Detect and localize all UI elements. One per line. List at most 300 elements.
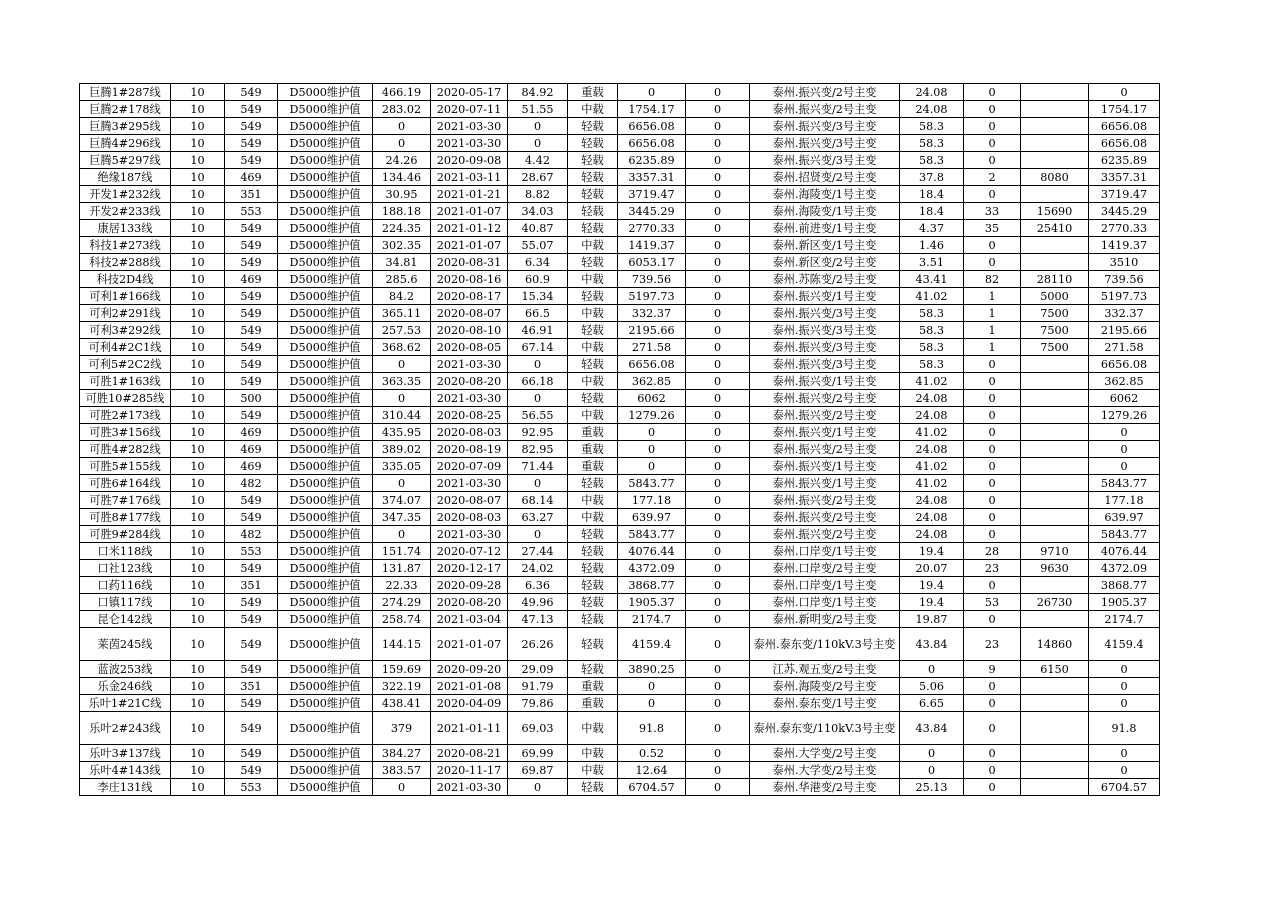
cell-load-rate: 34.03 [508,203,568,220]
cell-substation-transformer: 泰州.振兴变/3号主变 [750,118,900,135]
cell-available-capacity: 271.58 [618,339,686,356]
cell-max-current: 188.18 [373,203,431,220]
cell-load-level: 轻载 [568,220,618,237]
cell-available-capacity: 3890.25 [618,661,686,678]
cell-substation-transformer: 泰州.振兴变/2号主变 [750,441,900,458]
cell-available-capacity: 1419.37 [618,237,686,254]
cell-max-date: 2020-08-07 [431,305,508,322]
cell-line-name: 可胜2#173线 [80,407,171,424]
cell-count: 23 [964,560,1021,577]
cell-available-capacity: 0 [618,678,686,695]
table-row [80,186,1160,203]
cell-transformer-load: 24.08 [900,441,964,458]
cell-rated-current: 549 [225,762,278,779]
cell-col-10: 0 [686,373,750,390]
cell-count: 0 [964,254,1021,271]
cell-max-date: 2020-08-03 [431,509,508,526]
cell-transformer-load: 19.4 [900,543,964,560]
cell-load-level: 轻载 [568,543,618,560]
cell-transformer-load: 41.02 [900,475,964,492]
cell-transformer-load: 19.4 [900,594,964,611]
cell-available-capacity: 2174.7 [618,611,686,628]
cell-count: 1 [964,305,1021,322]
cell-transformer-load: 58.3 [900,152,964,169]
table-row [80,543,1160,560]
cell-line-name: 可利2#291线 [80,305,171,322]
cell-col-10: 0 [686,118,750,135]
cell-transformer-load: 41.02 [900,288,964,305]
cell-col-10: 0 [686,322,750,339]
cell-count: 0 [964,458,1021,475]
cell-capacity: 15690 [1021,203,1089,220]
cell-count: 0 [964,577,1021,594]
cell-load-level: 轻载 [568,152,618,169]
cell-line-name: 开发1#232线 [80,186,171,203]
cell-remaining-capacity: 5843.77 [1089,526,1160,543]
cell-load-level: 中载 [568,712,618,745]
cell-substation-transformer: 泰州.振兴变/2号主变 [750,492,900,509]
cell-load-rate: 67.14 [508,339,568,356]
cell-voltage: 10 [171,339,225,356]
cell-source: D5000维护值 [278,152,373,169]
cell-transformer-load: 58.3 [900,135,964,152]
cell-line-name: 可利5#2C2线 [80,356,171,373]
cell-rated-current: 549 [225,220,278,237]
cell-capacity [1021,237,1089,254]
cell-voltage: 10 [171,543,225,560]
cell-capacity [1021,678,1089,695]
cell-max-current: 258.74 [373,611,431,628]
cell-capacity [1021,118,1089,135]
cell-transformer-load: 24.08 [900,101,964,118]
cell-load-rate: 0 [508,356,568,373]
cell-voltage: 10 [171,271,225,288]
cell-max-date: 2021-01-07 [431,237,508,254]
cell-count: 0 [964,101,1021,118]
cell-line-name: 口米118线 [80,543,171,560]
cell-capacity [1021,475,1089,492]
cell-max-current: 151.74 [373,543,431,560]
cell-max-date: 2020-11-17 [431,762,508,779]
cell-substation-transformer: 泰州.大学变/2号主变 [750,745,900,762]
cell-available-capacity: 6704.57 [618,779,686,796]
cell-max-date: 2021-03-30 [431,135,508,152]
cell-load-rate: 0 [508,526,568,543]
cell-max-current: 144.15 [373,628,431,661]
cell-line-name: 科技2#288线 [80,254,171,271]
cell-load-level: 重载 [568,458,618,475]
cell-voltage: 10 [171,203,225,220]
cell-col-10: 0 [686,594,750,611]
cell-col-10: 0 [686,84,750,101]
cell-max-current: 383.57 [373,762,431,779]
cell-source: D5000维护值 [278,543,373,560]
cell-remaining-capacity: 177.18 [1089,492,1160,509]
cell-load-rate: 82.95 [508,441,568,458]
cell-col-10: 0 [686,628,750,661]
cell-remaining-capacity: 0 [1089,458,1160,475]
cell-load-level: 轻载 [568,322,618,339]
cell-line-name: 可胜3#156线 [80,424,171,441]
cell-load-rate: 29.09 [508,661,568,678]
table-row [80,779,1160,796]
table-row [80,237,1160,254]
cell-load-rate: 51.55 [508,101,568,118]
cell-capacity: 28110 [1021,271,1089,288]
cell-capacity: 14860 [1021,628,1089,661]
cell-line-name: 可胜7#176线 [80,492,171,509]
table-row [80,390,1160,407]
cell-transformer-load: 1.46 [900,237,964,254]
cell-capacity [1021,779,1089,796]
cell-capacity [1021,441,1089,458]
cell-remaining-capacity: 4372.09 [1089,560,1160,577]
cell-max-current: 438.41 [373,695,431,712]
cell-max-date: 2021-01-11 [431,712,508,745]
cell-voltage: 10 [171,745,225,762]
cell-max-date: 2021-01-12 [431,220,508,237]
cell-col-10: 0 [686,288,750,305]
cell-source: D5000维护值 [278,509,373,526]
cell-col-10: 0 [686,186,750,203]
cell-remaining-capacity: 2195.66 [1089,322,1160,339]
cell-max-date: 2021-03-30 [431,526,508,543]
cell-load-rate: 49.96 [508,594,568,611]
cell-count: 0 [964,118,1021,135]
cell-available-capacity: 3868.77 [618,577,686,594]
cell-available-capacity: 2195.66 [618,322,686,339]
cell-substation-transformer: 泰州.振兴变/1号主变 [750,424,900,441]
table-row [80,695,1160,712]
cell-count: 0 [964,712,1021,745]
cell-load-rate: 91.79 [508,678,568,695]
cell-col-10: 0 [686,305,750,322]
cell-col-10: 0 [686,543,750,560]
cell-col-10: 0 [686,762,750,779]
cell-count: 0 [964,356,1021,373]
cell-available-capacity: 1754.17 [618,101,686,118]
table-row [80,101,1160,118]
cell-source: D5000维护值 [278,594,373,611]
table-row [80,220,1160,237]
cell-rated-current: 469 [225,271,278,288]
cell-count: 0 [964,509,1021,526]
cell-voltage: 10 [171,288,225,305]
cell-col-10: 0 [686,695,750,712]
cell-load-level: 重载 [568,424,618,441]
cell-remaining-capacity: 5197.73 [1089,288,1160,305]
cell-source: D5000维护值 [278,745,373,762]
cell-line-name: 口社123线 [80,560,171,577]
cell-max-date: 2020-08-25 [431,407,508,424]
cell-capacity [1021,695,1089,712]
cell-count: 9 [964,661,1021,678]
cell-substation-transformer: 泰州.新明变/2号主变 [750,611,900,628]
cell-substation-transformer: 泰州.振兴变/3号主变 [750,339,900,356]
cell-rated-current: 549 [225,356,278,373]
cell-col-10: 0 [686,745,750,762]
cell-max-current: 30.95 [373,186,431,203]
cell-transformer-load: 58.3 [900,305,964,322]
cell-max-date: 2021-03-30 [431,118,508,135]
cell-line-name: 可利3#292线 [80,322,171,339]
table-row [80,254,1160,271]
cell-line-name: 可胜4#282线 [80,441,171,458]
cell-col-10: 0 [686,101,750,118]
cell-source: D5000维护值 [278,492,373,509]
cell-capacity [1021,152,1089,169]
cell-max-current: 0 [373,135,431,152]
cell-remaining-capacity: 2174.7 [1089,611,1160,628]
cell-voltage: 10 [171,492,225,509]
cell-col-10: 0 [686,712,750,745]
cell-source: D5000维护值 [278,475,373,492]
cell-remaining-capacity: 0 [1089,695,1160,712]
cell-line-name: 巨腾1#287线 [80,84,171,101]
cell-available-capacity: 2770.33 [618,220,686,237]
cell-max-current: 389.02 [373,441,431,458]
cell-transformer-load: 4.37 [900,220,964,237]
cell-source: D5000维护值 [278,407,373,424]
cell-substation-transformer: 泰州.振兴变/2号主变 [750,509,900,526]
cell-count: 0 [964,611,1021,628]
cell-load-rate: 60.9 [508,271,568,288]
cell-remaining-capacity: 3510 [1089,254,1160,271]
cell-load-level: 轻载 [568,611,618,628]
cell-max-current: 24.26 [373,152,431,169]
table-row [80,441,1160,458]
cell-col-10: 0 [686,135,750,152]
cell-line-name: 巨腾5#297线 [80,152,171,169]
cell-available-capacity: 6062 [618,390,686,407]
cell-substation-transformer: 泰州.招贤变/2号主变 [750,169,900,186]
cell-substation-transformer: 泰州.振兴变/2号主变 [750,526,900,543]
cell-transformer-load: 41.02 [900,458,964,475]
cell-remaining-capacity: 3445.29 [1089,203,1160,220]
cell-available-capacity: 0 [618,695,686,712]
cell-voltage: 10 [171,424,225,441]
cell-rated-current: 549 [225,509,278,526]
cell-substation-transformer: 泰州.口岸变/1号主变 [750,543,900,560]
cell-available-capacity: 3719.47 [618,186,686,203]
cell-voltage: 10 [171,661,225,678]
cell-capacity [1021,526,1089,543]
cell-substation-transformer: 泰州.振兴变/1号主变 [750,373,900,390]
cell-available-capacity: 5843.77 [618,475,686,492]
cell-load-rate: 46.91 [508,322,568,339]
cell-available-capacity: 3445.29 [618,203,686,220]
cell-capacity [1021,390,1089,407]
cell-available-capacity: 332.37 [618,305,686,322]
cell-voltage: 10 [171,305,225,322]
cell-load-rate: 4.42 [508,152,568,169]
cell-col-10: 0 [686,779,750,796]
cell-transformer-load: 0 [900,745,964,762]
cell-max-current: 274.29 [373,594,431,611]
cell-count: 2 [964,169,1021,186]
cell-load-level: 中载 [568,373,618,390]
cell-source: D5000维护值 [278,271,373,288]
cell-col-10: 0 [686,678,750,695]
cell-transformer-load: 6.65 [900,695,964,712]
cell-line-name: 李庄131线 [80,779,171,796]
table-row [80,712,1160,745]
cell-substation-transformer: 泰州.口岸变/2号主变 [750,560,900,577]
table-row [80,475,1160,492]
cell-load-level: 中载 [568,305,618,322]
cell-load-rate: 69.03 [508,712,568,745]
cell-capacity: 5000 [1021,288,1089,305]
cell-load-level: 中载 [568,271,618,288]
cell-remaining-capacity: 0 [1089,745,1160,762]
cell-line-name: 乐叶3#137线 [80,745,171,762]
cell-count: 1 [964,322,1021,339]
cell-max-date: 2020-08-10 [431,322,508,339]
cell-load-rate: 47.13 [508,611,568,628]
cell-rated-current: 553 [225,779,278,796]
cell-rated-current: 549 [225,135,278,152]
cell-source: D5000维护值 [278,390,373,407]
cell-capacity: 7500 [1021,322,1089,339]
cell-voltage: 10 [171,407,225,424]
cell-count: 1 [964,339,1021,356]
cell-transformer-load: 5.06 [900,678,964,695]
cell-load-level: 轻载 [568,118,618,135]
cell-rated-current: 482 [225,475,278,492]
table-row [80,678,1160,695]
cell-substation-transformer: 泰州.苏陈变/2号主变 [750,271,900,288]
cell-remaining-capacity: 639.97 [1089,509,1160,526]
cell-load-level: 中载 [568,237,618,254]
cell-source: D5000维护值 [278,373,373,390]
cell-source: D5000维护值 [278,135,373,152]
cell-substation-transformer: 泰州.泰东变/110kV.3号主变 [750,712,900,745]
cell-load-level: 轻载 [568,560,618,577]
cell-transformer-load: 18.4 [900,186,964,203]
cell-substation-transformer: 泰州.振兴变/1号主变 [750,475,900,492]
cell-source: D5000维护值 [278,101,373,118]
cell-rated-current: 549 [225,661,278,678]
cell-remaining-capacity: 6062 [1089,390,1160,407]
cell-substation-transformer: 泰州.新区变/1号主变 [750,237,900,254]
cell-load-level: 轻载 [568,526,618,543]
cell-source: D5000维护值 [278,762,373,779]
cell-col-10: 0 [686,356,750,373]
cell-load-rate: 55.07 [508,237,568,254]
cell-load-level: 轻载 [568,661,618,678]
cell-transformer-load: 24.08 [900,509,964,526]
cell-available-capacity: 177.18 [618,492,686,509]
cell-substation-transformer: 泰州.振兴变/3号主变 [750,322,900,339]
cell-rated-current: 549 [225,152,278,169]
cell-source: D5000维护值 [278,356,373,373]
cell-capacity: 25410 [1021,220,1089,237]
table-row [80,492,1160,509]
cell-count: 0 [964,135,1021,152]
cell-max-current: 131.87 [373,560,431,577]
cell-max-current: 379 [373,712,431,745]
cell-capacity [1021,373,1089,390]
table-row [80,509,1160,526]
cell-line-name: 可胜1#163线 [80,373,171,390]
cell-remaining-capacity: 3868.77 [1089,577,1160,594]
cell-max-date: 2020-08-16 [431,271,508,288]
cell-line-name: 乐叶1#21C线 [80,695,171,712]
cell-voltage: 10 [171,526,225,543]
cell-voltage: 10 [171,594,225,611]
cell-voltage: 10 [171,509,225,526]
cell-remaining-capacity: 1754.17 [1089,101,1160,118]
cell-load-level: 轻载 [568,390,618,407]
cell-source: D5000维护值 [278,661,373,678]
cell-remaining-capacity: 0 [1089,762,1160,779]
cell-load-level: 轻载 [568,186,618,203]
cell-col-10: 0 [686,203,750,220]
cell-rated-current: 549 [225,288,278,305]
table-row [80,661,1160,678]
cell-count: 33 [964,203,1021,220]
cell-load-rate: 71.44 [508,458,568,475]
table-row [80,594,1160,611]
cell-count: 1 [964,288,1021,305]
cell-available-capacity: 5197.73 [618,288,686,305]
cell-line-name: 口镇117线 [80,594,171,611]
cell-substation-transformer: 泰州.振兴变/2号主变 [750,84,900,101]
table-row [80,373,1160,390]
cell-max-date: 2020-09-08 [431,152,508,169]
cell-available-capacity: 639.97 [618,509,686,526]
cell-max-current: 257.53 [373,322,431,339]
cell-voltage: 10 [171,356,225,373]
cell-max-date: 2020-08-20 [431,594,508,611]
cell-count: 0 [964,424,1021,441]
cell-count: 0 [964,526,1021,543]
cell-rated-current: 549 [225,118,278,135]
cell-load-rate: 0 [508,390,568,407]
cell-transformer-load: 24.08 [900,492,964,509]
cell-rated-current: 549 [225,373,278,390]
cell-transformer-load: 58.3 [900,118,964,135]
cell-substation-transformer: 泰州.口岸变/1号主变 [750,594,900,611]
cell-max-current: 0 [373,118,431,135]
cell-max-current: 0 [373,390,431,407]
cell-line-name: 康居133线 [80,220,171,237]
table-row [80,152,1160,169]
cell-transformer-load: 0 [900,762,964,779]
cell-remaining-capacity: 0 [1089,678,1160,695]
cell-max-date: 2020-08-07 [431,492,508,509]
cell-voltage: 10 [171,84,225,101]
cell-load-level: 中载 [568,745,618,762]
cell-line-name: 科技2D4线 [80,271,171,288]
cell-max-date: 2020-08-19 [431,441,508,458]
cell-max-current: 335.05 [373,458,431,475]
cell-max-current: 22.33 [373,577,431,594]
cell-voltage: 10 [171,322,225,339]
cell-max-current: 384.27 [373,745,431,762]
cell-substation-transformer: 江苏.观五变/2号主变 [750,661,900,678]
cell-load-rate: 66.5 [508,305,568,322]
cell-line-name: 可胜9#284线 [80,526,171,543]
cell-line-name: 巨腾4#296线 [80,135,171,152]
cell-source: D5000维护值 [278,577,373,594]
cell-count: 0 [964,186,1021,203]
cell-available-capacity: 0 [618,84,686,101]
cell-max-date: 2020-08-31 [431,254,508,271]
cell-available-capacity: 6656.08 [618,356,686,373]
cell-voltage: 10 [171,186,225,203]
cell-voltage: 10 [171,712,225,745]
